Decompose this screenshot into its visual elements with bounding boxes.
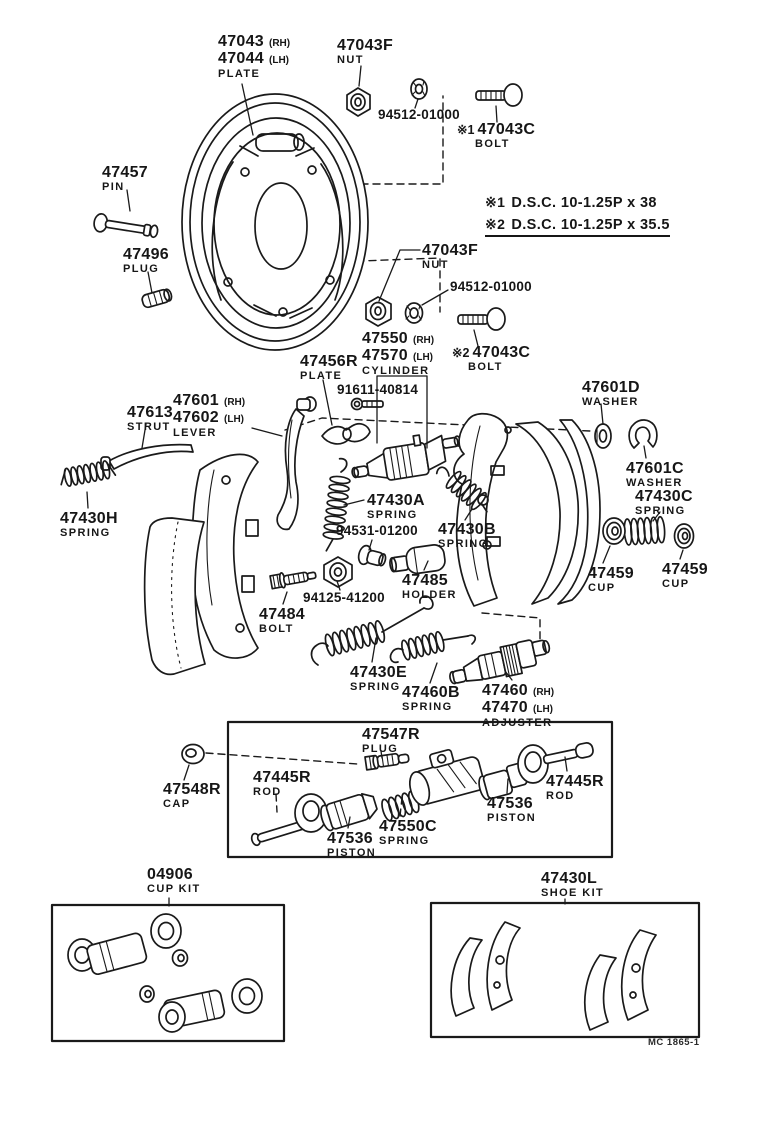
part-number: 04906: [147, 866, 193, 883]
part-name: LEVER: [173, 426, 217, 439]
washer-d-drawing: [595, 424, 611, 448]
part-name: BOLT: [468, 361, 503, 374]
bolt-91611-drawing: [352, 399, 384, 410]
label-pin: [102, 164, 148, 194]
part-name: ROD: [546, 790, 575, 803]
label-cup-left: [588, 565, 634, 595]
label-piston-left: [327, 830, 376, 860]
part-number: 47459: [662, 561, 708, 578]
label-plug-r: [362, 726, 420, 756]
part-name: CYLINDER: [362, 364, 430, 377]
label-spring-h: [60, 510, 118, 540]
lever-drawing: [277, 397, 316, 529]
spring-e-drawing: [311, 596, 432, 665]
part-name: BOLT: [259, 623, 294, 636]
label-cap-r: [163, 781, 221, 811]
label-bolt-top: [457, 121, 535, 151]
part-number: 47430H: [60, 510, 118, 527]
side-marker: (LH): [533, 704, 553, 716]
label-cup-kit: [147, 866, 201, 896]
cup-left-drawing: [603, 518, 625, 544]
label-nut-top: [337, 37, 393, 67]
part-number: 47601C: [626, 460, 684, 477]
bolt-47484-drawing: [270, 567, 317, 590]
part-name: PIN: [102, 181, 125, 194]
part-name: SPRING: [402, 701, 453, 714]
label-plug: [123, 246, 169, 276]
strut-drawing: [101, 445, 193, 470]
right-brake-shoe-drawing: [454, 414, 600, 606]
bolt-top-drawing: [476, 84, 522, 106]
label-bolt-mid: [452, 344, 530, 374]
part-number: 47536: [327, 830, 373, 847]
part-name: SPRING: [60, 527, 111, 540]
part-number: 47445R: [253, 769, 311, 786]
part-name: SHOE KIT: [541, 887, 605, 900]
part-number: 47043C: [477, 121, 536, 138]
pin-drawing: [93, 213, 159, 241]
part-number: 47430E: [350, 664, 407, 681]
part-number: 47445R: [546, 773, 604, 790]
part-number: 47456R: [300, 353, 358, 370]
part-number: 47536: [487, 795, 533, 812]
side-marker: (LH): [269, 55, 289, 67]
spring-h-drawing: [58, 459, 115, 487]
part-number: 94125-41200: [303, 590, 385, 605]
part-name: PLUG: [362, 743, 399, 756]
part-number: 47043: [218, 33, 264, 50]
footer-figure-code: [648, 1038, 700, 1048]
part-name: ROD: [253, 786, 282, 799]
part-number: 47457: [102, 164, 148, 181]
washer-c-drawing: [629, 420, 657, 448]
label-spring-b: [438, 521, 496, 551]
part-number: 94531-01200: [336, 523, 418, 538]
cap-47548r-drawing: [182, 745, 204, 764]
part-name: WASHER: [582, 396, 639, 409]
cup-right-drawing: [675, 524, 694, 548]
part-number: 47460: [482, 682, 528, 699]
part-number: 47430A: [367, 492, 425, 509]
label-washer-top: [378, 108, 460, 123]
part-number: 47602: [173, 409, 219, 427]
park-nut-top-drawing: [347, 88, 370, 116]
label-shoe-kit: [541, 870, 604, 900]
label-spring-e: [350, 664, 407, 694]
label-backing-plate: [218, 33, 290, 80]
label-plate-r: [300, 353, 358, 383]
side-marker: (LH): [413, 352, 433, 364]
label-washer-d: [582, 379, 640, 409]
part-name: BOLT: [475, 138, 510, 151]
side-marker: (RH): [269, 38, 291, 49]
part-number: 47459: [588, 565, 634, 582]
pin-94531-drawing: [357, 544, 388, 569]
label-spring-c: [635, 488, 693, 518]
part-number: 94512-01000: [378, 107, 460, 122]
part-number: 47485: [402, 572, 448, 589]
part-number: 47044: [218, 50, 264, 68]
label-washer-mid: [450, 280, 532, 295]
label-rod-right: [546, 773, 604, 803]
part-name: PLATE: [218, 67, 261, 80]
label-washer-c: [626, 460, 684, 490]
label-holder: [402, 572, 457, 602]
part-number: 47601: [173, 392, 219, 409]
part-number: 47043C: [472, 344, 531, 361]
cup-kit-contents-drawing: [68, 914, 262, 1032]
part-number: 47430B: [438, 521, 496, 538]
part-number: 47484: [259, 606, 305, 623]
part-number: 47570: [362, 347, 408, 365]
shoe-kit-contents-drawing: [451, 922, 656, 1030]
label-adjuster: [482, 682, 554, 729]
spring-c-drawing: [624, 516, 666, 545]
part-number: 47548R: [163, 781, 221, 798]
shoe-kit-box: [431, 903, 699, 1037]
lock-washer-mid-drawing: [406, 303, 423, 323]
note-mark: ※1: [457, 123, 475, 137]
part-number: 47550: [362, 330, 408, 347]
label-strut: [127, 404, 173, 434]
side-marker: (RH): [413, 335, 435, 346]
part-name: CUP KIT: [147, 883, 201, 896]
part-number: 47547R: [362, 726, 420, 743]
part-name: SPRING: [635, 505, 686, 518]
label-bolt-47484: [259, 606, 305, 636]
plug-drawing: [141, 288, 173, 309]
label-piston-right: [487, 795, 536, 825]
part-name: NUT: [337, 54, 364, 67]
label-cup-right: [662, 561, 708, 591]
part-name: CUP: [662, 578, 690, 591]
backing-plate-drawing: [182, 94, 368, 350]
plate-47456r-drawing: [322, 424, 370, 444]
part-name: ADJUSTER: [482, 716, 553, 729]
side-marker: (RH): [533, 687, 555, 698]
lock-washer-top-drawing: [411, 79, 427, 99]
part-number: 47470: [482, 699, 528, 717]
part-number: 47430C: [635, 488, 693, 505]
note-text: D.S.C. 10-1.25P x 38: [511, 195, 657, 211]
part-number: 47043F: [422, 242, 479, 259]
label-cylinder: [362, 330, 434, 377]
part-number: 47613: [127, 404, 173, 421]
label-nut-94125: [303, 591, 385, 606]
thread-note-1: [485, 195, 657, 212]
part-number: 91611-40814: [337, 382, 419, 397]
label-spring-460b: [402, 684, 460, 714]
part-name: SPRING: [350, 681, 401, 694]
part-name: SPRING: [379, 835, 430, 848]
label-rod-left: [253, 769, 311, 799]
part-name: PLATE: [300, 370, 343, 383]
part-name: CUP: [588, 582, 616, 595]
part-name: CAP: [163, 798, 191, 811]
label-pin-94531: [336, 524, 418, 539]
adjuster-drawing: [446, 636, 554, 688]
part-name: HOLDER: [402, 589, 457, 602]
side-marker: (LH): [224, 414, 244, 426]
part-number: 47601D: [582, 379, 640, 396]
part-number: 47550C: [379, 818, 437, 835]
label-nut-mid: [422, 242, 478, 272]
part-name: PISTON: [327, 847, 377, 860]
side-marker: (RH): [224, 397, 246, 408]
label-lever: [173, 392, 245, 439]
bolt-mid-drawing: [458, 308, 505, 330]
note-mark: ※2: [485, 216, 506, 232]
part-name: NUT: [422, 259, 449, 272]
part-name: PLUG: [123, 263, 160, 276]
part-number: 47043F: [337, 37, 394, 54]
part-number: 47460B: [402, 684, 460, 701]
label-spring-550c: [379, 818, 437, 848]
rod-left-drawing: [250, 794, 327, 846]
note-text: D.S.C. 10-1.25P x 35.5: [511, 217, 670, 233]
label-bolt-91611: [337, 383, 418, 398]
note-mark: ※2: [452, 346, 470, 360]
thread-note-2: [485, 217, 670, 237]
label-spring-a: [367, 492, 425, 522]
part-name: PISTON: [487, 812, 537, 825]
left-brake-shoe-drawing: [145, 454, 258, 674]
spring-460b-drawing: [391, 631, 476, 662]
note-mark: ※1: [485, 194, 506, 210]
part-number: 94512-01000: [450, 279, 532, 294]
part-name: STRUT: [127, 421, 171, 434]
part-name: WASHER: [626, 477, 683, 490]
part-name: SPRING: [438, 538, 489, 551]
part-name: SPRING: [367, 509, 418, 522]
part-number: 47430L: [541, 870, 598, 887]
part-number: 47496: [123, 246, 169, 263]
figure-code-text: MC 1865-1: [648, 1037, 700, 1048]
